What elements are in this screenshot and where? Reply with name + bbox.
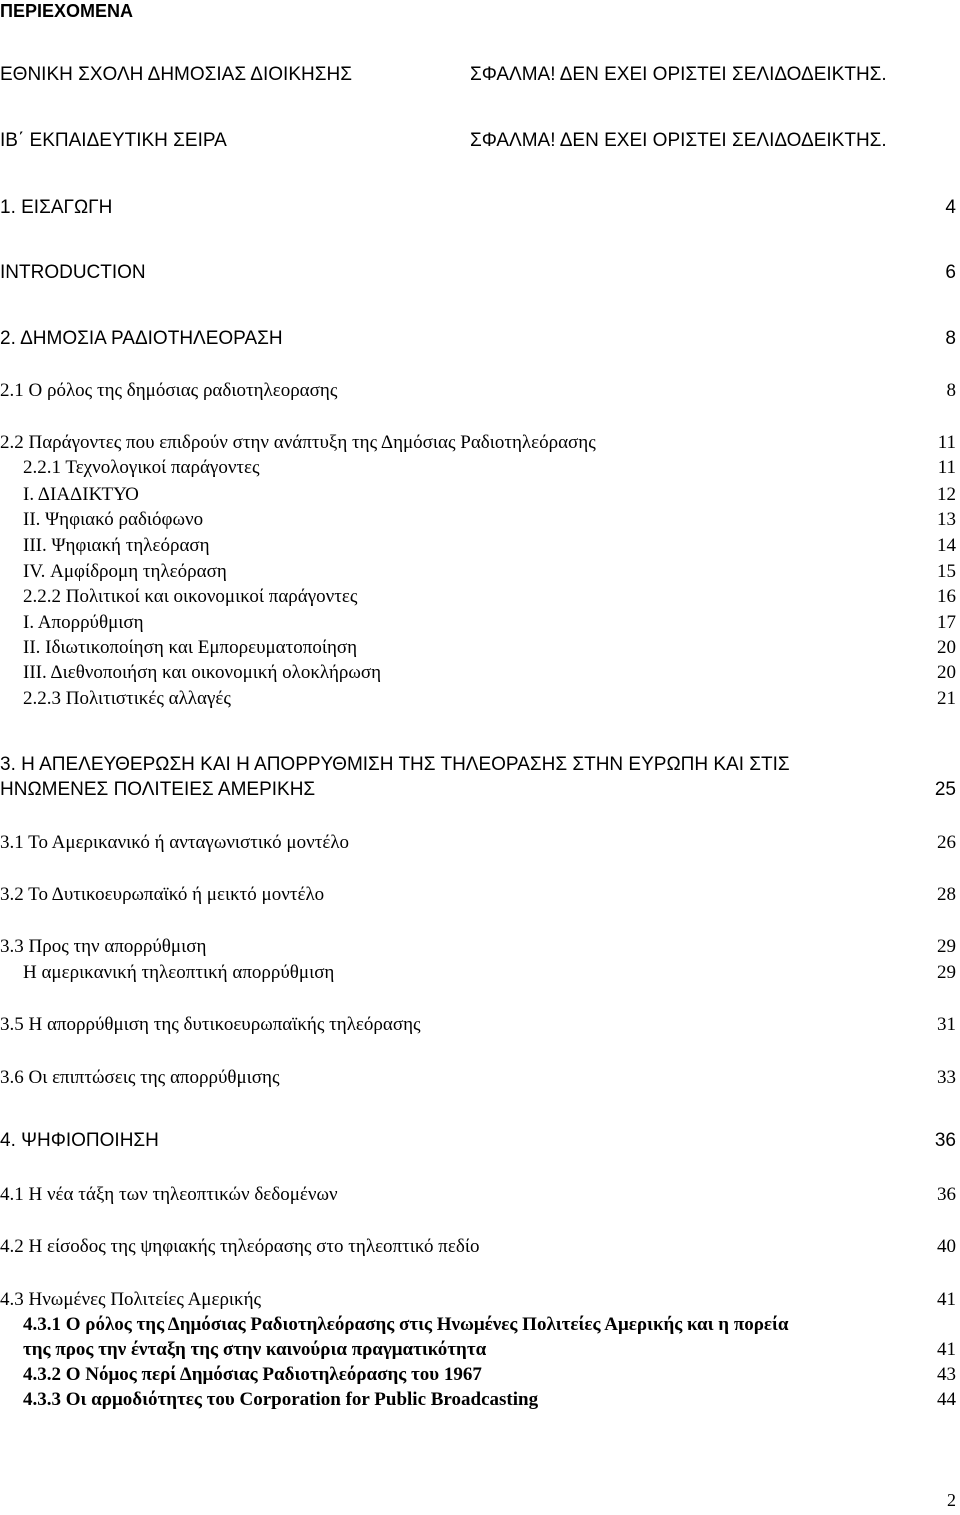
- toc-entry-text: 4. ΨΗΦΙΟΠΟΙΗΣΗ: [0, 1130, 159, 1151]
- toc-entry-page: 41: [937, 1289, 956, 1310]
- toc-entry-page: 41: [937, 1339, 956, 1360]
- toc-entry-text: 3.6 Οι επιπτώσεις της απορρύθμισης: [0, 1067, 280, 1088]
- toc-entry-text: 3. Η ΑΠΕΛΕΥΘΕΡΩΣΗ ΚΑΙ Η ΑΠΟΡΡΥΘΜΙΣΗ ΤΗΣ ΤΗΛΕΟΡΑΣΗΣ ΣΤΗΝ ΕΥΡΩΠΗ ΚΑΙ ΣΤΙΣ: [0, 754, 790, 775]
- toc-entry-text: της προς την ένταξη της στην καινούρια πραγματικότητα: [23, 1339, 487, 1360]
- toc-entry-text: 2.2 Παράγοντες που επιδρούν στην ανάπτυξη της Δημόσιας Ραδιοτηλεόρασης: [0, 432, 596, 453]
- toc-entry-page: 29: [937, 936, 956, 957]
- toc-entry-text: 4.3.2 Ο Νόμος περί Δημόσιας Ραδιοτηλεόρασης του 1967: [23, 1364, 482, 1385]
- toc-entry-page: 13: [937, 509, 956, 530]
- toc-entry-text: 1. ΕΙΣΑΓΩΓΗ: [0, 197, 113, 218]
- page-number: 2: [947, 1490, 956, 1510]
- toc-entry-page: 11: [937, 457, 956, 478]
- toc-entry-school: ΕΘΝΙΚΗ ΣΧΟΛΗ ΔΗΜΟΣΙΑΣ ΔΙΟΙΚΗΣΗΣ: [0, 64, 352, 85]
- toc-entry-page: 21: [937, 688, 956, 709]
- toc-entry-text: Ι. Απορρύθμιση: [23, 612, 144, 633]
- toc-entry-text: IV. Αμφίδρομη τηλεόραση: [23, 561, 227, 582]
- toc-entry-page: 43: [937, 1364, 956, 1385]
- toc-entry-text: 2.2.2 Πολιτικοί και οικονομικοί παράγοντες: [23, 586, 358, 607]
- toc-entry-text: 2.1 Ο ρόλος της δημόσιας ραδιοτηλεορασης: [0, 380, 338, 401]
- toc-entry-text: 3.5 Η απορρύθμιση της δυτικοευρωπαϊκής τηλεόρασης: [0, 1014, 421, 1035]
- toc-entry-page: 4: [945, 197, 956, 218]
- toc-entry-text: Ι. ΔΙΑΔΙΚΤΥΟ: [23, 484, 139, 505]
- toc-entry-page: 8: [945, 328, 956, 349]
- toc-entry-text: 4.3 Ηνωμένες Πολιτείες Αμερικής: [0, 1289, 262, 1310]
- toc-entry-page: 40: [937, 1236, 956, 1257]
- toc-entry-page: 36: [937, 1184, 956, 1205]
- toc-entry-page: 11: [937, 432, 956, 453]
- toc-entry-text: INTRODUCTION: [0, 262, 146, 283]
- toc-entry-page: 29: [937, 962, 956, 983]
- toc-entry-page: 14: [937, 535, 956, 556]
- toc-entry-text: Η αμερικανική τηλεοπτική απορρύθμιση: [23, 962, 335, 983]
- bookmark-error: ΣΦΑΛΜΑ! ΔΕΝ ΕΧΕΙ ΟΡΙΣΤΕΙ ΣΕΛΙΔΟΔΕΙΚΤΗΣ.: [470, 130, 887, 151]
- toc-entry-text: 3.1 Το Αμερικανικό ή ανταγωνιστικό μοντέλο: [0, 832, 350, 853]
- toc-entry-page: 28: [937, 884, 956, 905]
- toc-entry-text: 3.2 Το Δυτικοευρωπαϊκό ή μεικτό μοντέλο: [0, 884, 325, 905]
- toc-entry-page: 20: [937, 637, 956, 658]
- toc-entry-text: 3.3 Προς την απορρύθμιση: [0, 936, 207, 957]
- toc-entry-page: 12: [937, 484, 956, 505]
- toc-entry-text: 2.2.1 Τεχνολογικοί παράγοντες: [23, 457, 260, 478]
- toc-entry-page: 17: [937, 612, 956, 633]
- toc-entry-text: ΗΝΩΜΕΝΕΣ ΠΟΛΙΤΕΙΕΣ ΑΜΕΡΙΚΗΣ: [0, 779, 316, 800]
- toc-entry-page: 16: [937, 586, 956, 607]
- toc-entry-text: 4.3.1 Ο ρόλος της Δημόσιας Ραδιοτηλεόρασης στις Ηνωμένες Πολιτείες Αμερικής και η πορεία: [23, 1314, 789, 1335]
- toc-entry-page: 25: [934, 779, 956, 800]
- toc-entry-series: ΙΒ΄ ΕΚΠΑΙΔΕΥΤΙΚΗ ΣΕΙΡΑ: [0, 130, 227, 151]
- toc-entry-page: 33: [937, 1067, 956, 1088]
- toc-entry-page: 8: [946, 380, 956, 401]
- toc-entry-text: 2. ΔΗΜΟΣΙΑ ΡΑΔΙΟΤΗΛΕΟΡΑΣΗ: [0, 328, 283, 349]
- toc-entry-page: 44: [937, 1389, 956, 1410]
- toc-entry-text: 4.1 Η νέα τάξη των τηλεοπτικών δεδομένων: [0, 1184, 338, 1205]
- toc-entry-page: 36: [934, 1130, 956, 1151]
- bookmark-error: ΣΦΑΛΜΑ! ΔΕΝ ΕΧΕΙ ΟΡΙΣΤΕΙ ΣΕΛΙΔΟΔΕΙΚΤΗΣ.: [470, 64, 887, 85]
- toc-entry-page: 6: [945, 262, 956, 283]
- toc-entry-text: ΙΙ. Ψηφιακό ραδιόφωνο: [23, 509, 204, 530]
- toc-entry-text: 4.2 Η είσοδος της ψηφιακής τηλεόρασης στο τηλεοπτικό πεδίο: [0, 1236, 480, 1257]
- toc-entry-text: 2.2.3 Πολιτιστικές αλλαγές: [23, 688, 231, 709]
- toc-entry-page: 20: [937, 662, 956, 683]
- toc-entry-page: 15: [937, 561, 956, 582]
- page-title: ΠΕΡΙΕΧΟΜΕΝΑ: [0, 1, 134, 21]
- toc-entry-text: ΙΙΙ. Ψηφιακή τηλεόραση: [23, 535, 210, 556]
- toc-entry-text: 4.3.3 Οι αρμοδιότητες του Corporation for Public Broadcasting: [23, 1389, 539, 1410]
- toc-entry-text: ΙΙΙ. Διεθνοποιήση και οικονομική ολοκλήρωση: [23, 662, 382, 683]
- toc-entry-text: ΙΙ. Ιδιωτικοποίηση και Εμπορευματοποίηση: [23, 637, 358, 658]
- toc-entry-page: 26: [937, 832, 956, 853]
- toc-entry-page: 31: [937, 1014, 956, 1035]
